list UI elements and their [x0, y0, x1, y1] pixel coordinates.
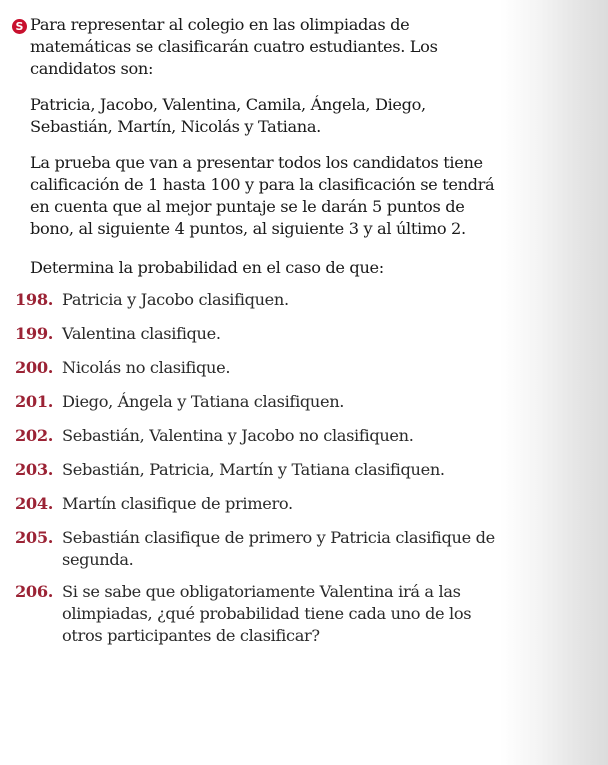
exercise-item — [12, 581, 504, 647]
exercise-item — [12, 391, 504, 413]
exercise-text: Diego, Ángela y Tatiana clasifiquen. — [62, 392, 345, 411]
scoring-rules: La prueba que van a presentar todos los candidatos tiene calificación de 1 hasta 100 y para la clasificación se tendrá en cuenta que al mejor puntaje se le darán 5 puntos de bono, al siguiente 4 puntos, al siguiente 3 y al último 2. — [30, 153, 495, 238]
problem-intro — [12, 14, 504, 279]
exercise-list — [12, 289, 504, 647]
exercise-text: Si se sabe que obligatoriamente Valentina irá a las olimpiadas, ¿qué probabilidad tiene cada uno de los otros participantes de clasificar? — [62, 582, 472, 645]
exercises-heading: Determina la probabilidad en el caso de que: — [30, 258, 384, 277]
exercise-text: Nicolás no clasifique. — [62, 358, 231, 377]
exercise-number: 203. — [15, 460, 54, 479]
exercise-item — [12, 459, 504, 481]
problem-section — [12, 14, 504, 659]
exercise-item — [12, 357, 504, 379]
exercise-number: 201. — [15, 392, 54, 411]
exercise-item — [12, 527, 504, 571]
section-badge: S — [12, 19, 27, 34]
exercise-item — [12, 289, 504, 311]
exercise-number: 202. — [15, 426, 54, 445]
exercise-number: 200. — [15, 358, 54, 377]
exercise-item — [12, 425, 504, 447]
exercise-text: Sebastián, Valentina y Jacobo no clasifiquen. — [62, 426, 414, 445]
exercise-text: Sebastián, Patricia, Martín y Tatiana clasifiquen. — [62, 460, 445, 479]
exercise-item — [12, 493, 504, 515]
candidate-names: Patricia, Jacobo, Valentina, Camila, Ángela, Diego, Sebastián, Martín, Nicolás y Tatiana. — [30, 95, 426, 136]
exercise-item — [12, 323, 504, 345]
exercise-text: Patricia y Jacobo clasifiquen. — [62, 290, 289, 309]
exercise-text: Sebastián clasifique de primero y Patricia clasifique de segunda. — [62, 528, 495, 569]
exercise-number: 198. — [15, 290, 54, 309]
exercise-number: 204. — [15, 494, 54, 513]
exercise-text: Valentina clasifique. — [62, 324, 221, 343]
exercise-number: 206. — [15, 582, 54, 601]
problem-statement: Para representar al colegio en las olimpiadas de matemáticas se clasificarán cuatro estudiantes. Los candidatos son: — [30, 15, 438, 78]
exercise-number: 199. — [15, 324, 54, 343]
exercise-number: 205. — [15, 528, 54, 547]
exercise-text: Martín clasifique de primero. — [62, 494, 293, 513]
